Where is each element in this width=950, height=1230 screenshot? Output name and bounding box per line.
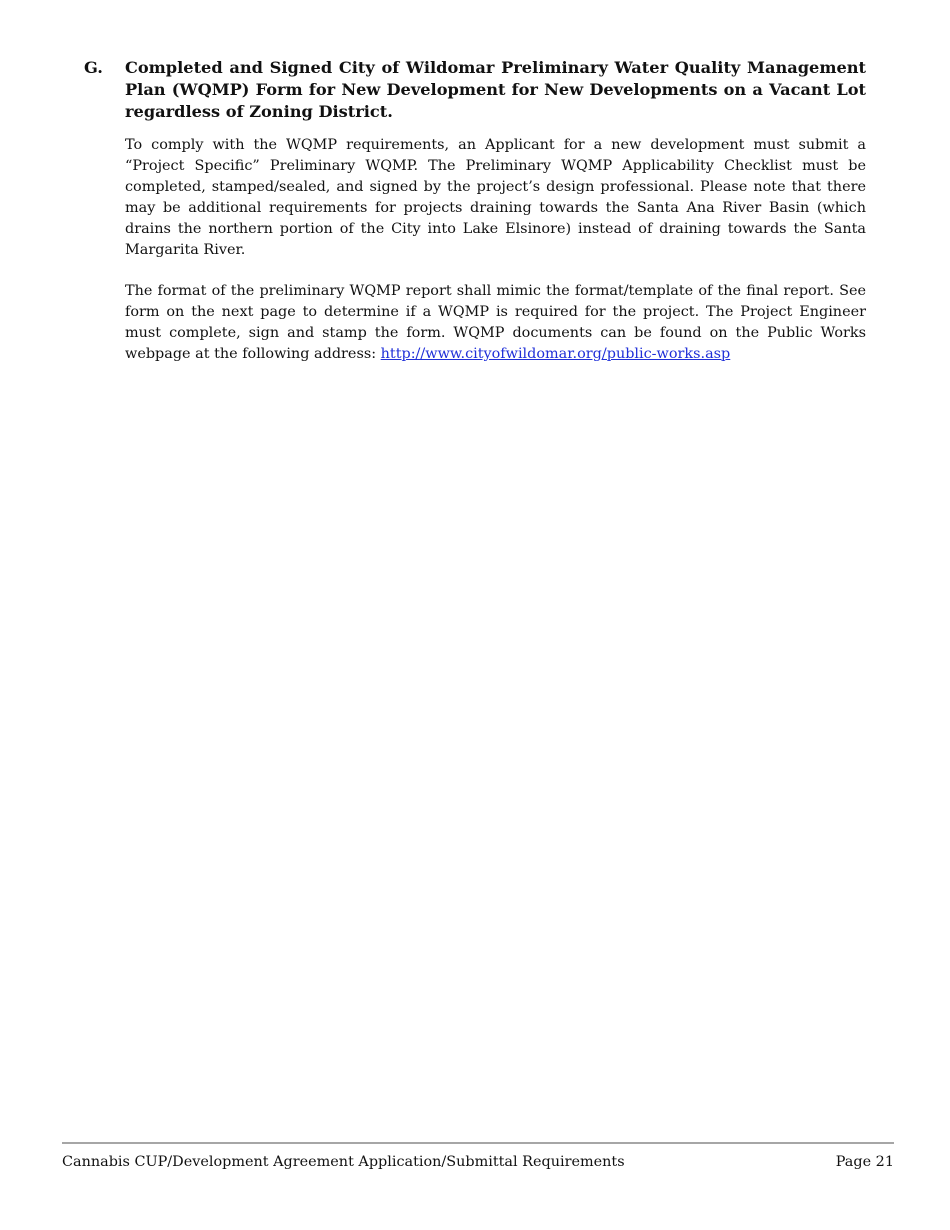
footer-page-number: Page 21: [835, 1154, 894, 1170]
public-works-link[interactable]: http://www.cityofwildomar.org/public-works.asp: [380, 346, 731, 362]
paragraph-wqmp-format: [84, 281, 866, 365]
section-letter: G.: [84, 58, 103, 77]
paragraph-wqmp-requirements: To comply with the WQMP requirements, an Applicant for a new development must submit a “Project Specific” Preliminary WQMP. The Preliminary WQMP Applicability Checklist must be completed, stamped/sealed, and signed by the project’s design professional. Please note that there may be additional requirements for projects draining towards the Santa Ana River Basin (which drains the northern portion of the City into Lake Elsinore) instead of draining towards the Santa Margarita River.: [125, 137, 866, 258]
footer-document-title: Cannabis CUP/Development Agreement Application/Submittal Requirements: [62, 1154, 625, 1170]
section-heading: [84, 57, 866, 123]
footer-divider: [62, 1142, 894, 1144]
section-title: Completed and Signed City of Wildomar Preliminary Water Quality Management Plan (WQMP) Form for New Development for New Developments on a Vacant Lot regardless of Zoning District.: [125, 58, 866, 121]
paragraph-wqmp-format-text: The format of the preliminary WQMP report shall mimic the format/template of the final report. See form on the next page to determine if a WQMP is required for the project. The Project Engineer must complete, sign and stamp the form. WQMP documents can be found on the Public Works webpage at the following address:: [125, 283, 866, 362]
section-g: [84, 57, 866, 365]
